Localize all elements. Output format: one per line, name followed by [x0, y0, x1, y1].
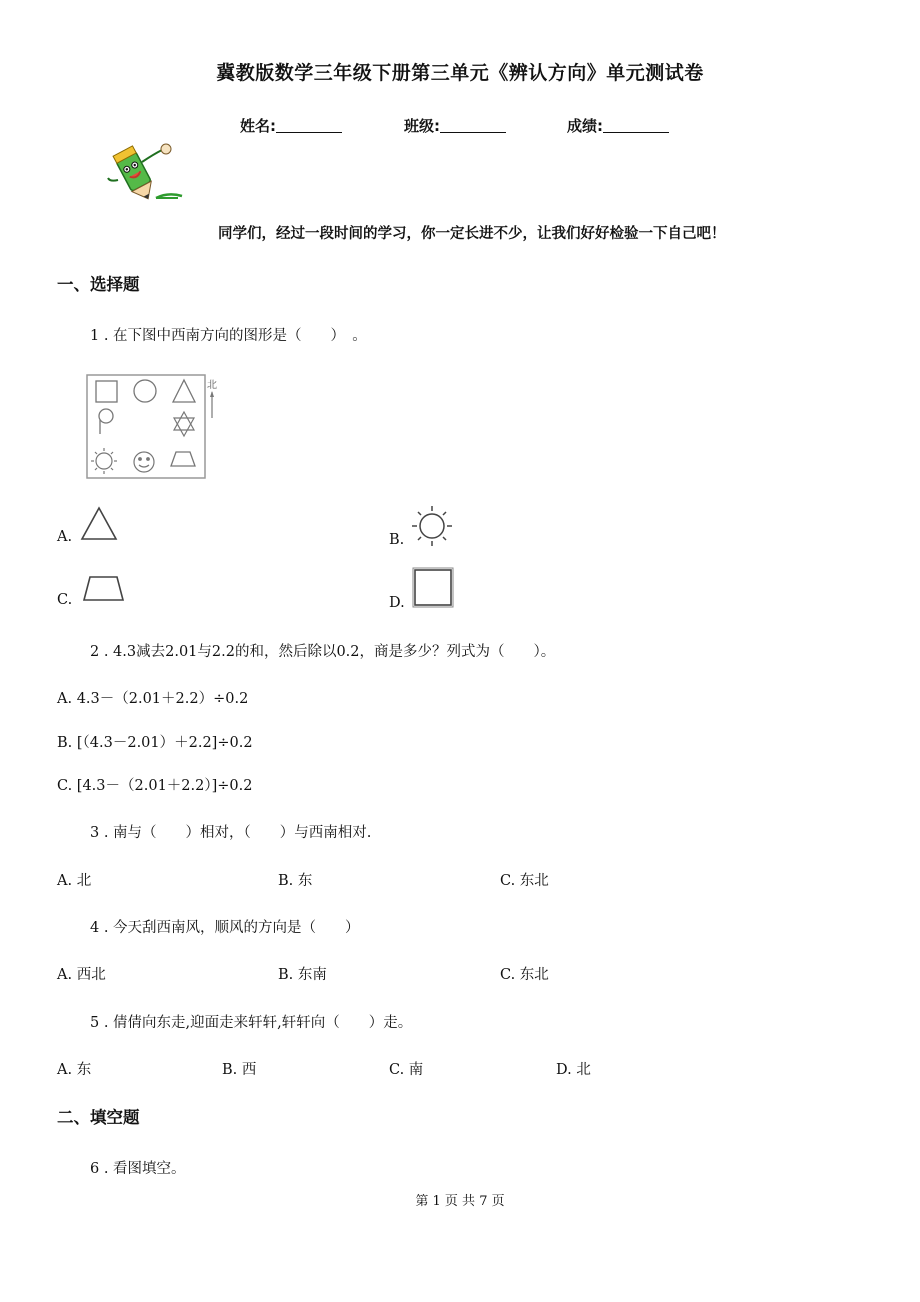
q2-option-b[interactable]: B. [（4.3－2.01）＋2.2]÷0.2	[57, 735, 253, 751]
q5-option-a[interactable]: A. 东	[57, 1062, 92, 1078]
q5-option-d[interactable]: D. 北	[556, 1062, 591, 1078]
q5-option-b[interactable]: B. 西	[222, 1062, 257, 1078]
name-field[interactable]	[240, 115, 342, 136]
question-2-text: 2 . 4.3减去2.01与2.2的和，然后除以0.2，商是多少？列式为（ ）。	[90, 644, 556, 660]
q4-option-b[interactable]: B. 东南	[278, 967, 327, 983]
figure-circle-icon	[134, 380, 156, 402]
greeting-text: 同学们，经过一段时间的学习，你一定长进不少，让我们好好检验一下自己吧！	[218, 226, 726, 242]
section-title-fill: 二、填空题	[57, 1108, 140, 1127]
score-blank[interactable]	[603, 118, 669, 133]
figure-smiley-icon	[134, 452, 154, 472]
figure-square-icon	[96, 381, 117, 402]
trapezoid-icon	[82, 574, 126, 604]
page-title: 冀教版数学三年级下册第三单元《辨认方向》单元测试卷	[216, 62, 704, 84]
triangle-icon	[80, 506, 120, 542]
q4-option-a[interactable]: A. 西北	[57, 967, 106, 983]
square-icon	[412, 567, 454, 607]
figure-triangle-icon	[173, 380, 195, 402]
score-label: 成绩:	[567, 117, 603, 135]
class-field[interactable]	[404, 115, 506, 136]
q1-option-c[interactable]: C.	[57, 592, 73, 608]
north-label: 北	[207, 380, 217, 391]
name-blank[interactable]	[276, 118, 342, 133]
q1-option-a[interactable]: A.	[57, 529, 73, 545]
class-blank[interactable]	[440, 118, 506, 133]
q3-option-c[interactable]: C. 东北	[500, 873, 549, 889]
figure-sun-icon	[91, 448, 117, 474]
sun-icon	[410, 504, 454, 548]
name-label: 姓名:	[240, 117, 276, 135]
score-field[interactable]	[567, 115, 669, 136]
q5-option-c[interactable]: C. 南	[389, 1062, 424, 1078]
class-label: 班级:	[404, 117, 440, 135]
q3-option-a[interactable]: A. 北	[57, 873, 92, 889]
question-4-text: 4 . 今天刮西南风，顺风的方向是（ ）	[90, 920, 360, 936]
direction-figure	[86, 374, 226, 480]
figure-hexagram-icon	[174, 412, 194, 436]
q1-option-b[interactable]: B.	[389, 532, 405, 548]
q4-option-c[interactable]: C. 东北	[500, 967, 549, 983]
q2-option-a[interactable]: A. 4.3－（2.01＋2.2）÷0.2	[57, 691, 249, 707]
figure-lollipop-icon	[99, 409, 113, 434]
question-1-text: 1 . 在下图中西南方向的图形是（ ） 。	[90, 328, 367, 344]
q3-option-b[interactable]: B. 东	[278, 873, 313, 889]
question-6-text: 6 . 看图填空。	[90, 1161, 186, 1177]
q2-option-c[interactable]: C. [4.3－（2.01＋2.2）]÷0.2	[57, 778, 253, 794]
figure-trapezoid-icon	[171, 452, 195, 466]
question-5-text: 5 . 倩倩向东走,迎面走来轩轩,轩轩向（ ）走。	[90, 1015, 413, 1031]
page-footer: 第 1 页 共 7 页	[415, 1194, 505, 1209]
q1-option-d[interactable]: D.	[389, 595, 405, 611]
section-title-choice: 一、选择题	[57, 275, 140, 294]
question-3-text: 3 . 南与（ ）相对，（ ）与西南相对.	[90, 825, 372, 841]
pencil-mascot-icon	[104, 140, 186, 206]
